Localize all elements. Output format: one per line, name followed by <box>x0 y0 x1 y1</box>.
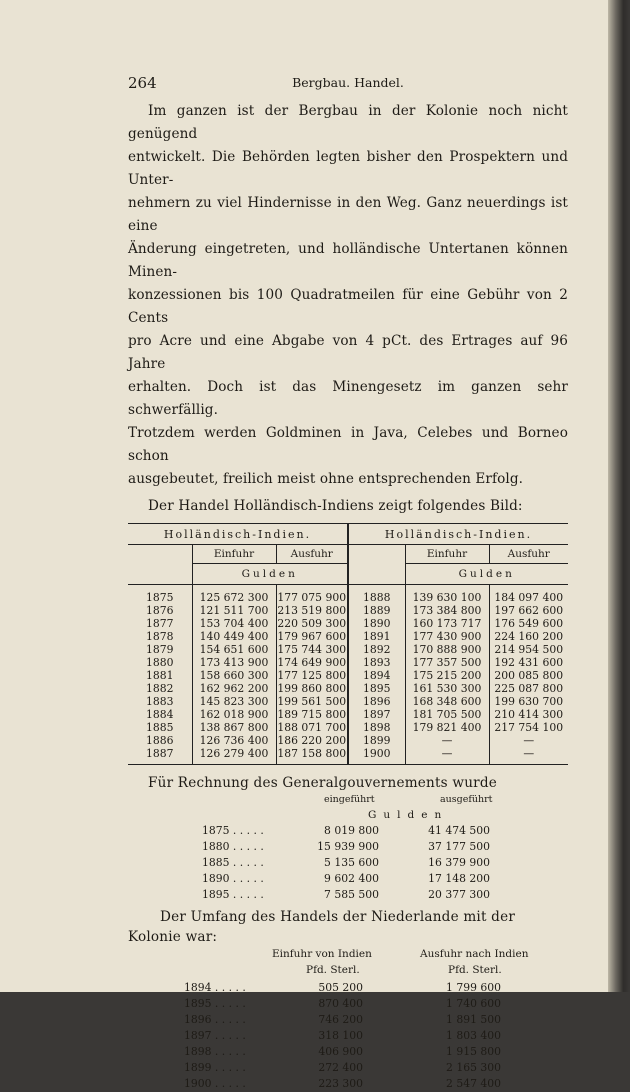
import-value: 505 200 <box>318 981 363 994</box>
paragraph-line: erhalten. Doch ist das Minengesetz im ganzen sehr schwerfällig. <box>128 379 568 418</box>
year-cell: 1895 <box>348 682 405 695</box>
export-cell: 177 075 900 <box>277 591 347 604</box>
table-row <box>128 721 568 734</box>
table-row <box>128 643 568 656</box>
year-cell: 1884 <box>128 708 192 721</box>
paragraph-line: konzessionen bis 100 Quadratmeilen für eine Gebühr von 2 Cents <box>128 287 568 326</box>
import-value: 223 300 <box>318 1077 363 1090</box>
export-cell: — <box>523 734 535 747</box>
year-label: 1900 . . . . . <box>184 1077 246 1090</box>
page-content <box>128 74 568 1092</box>
export-value: 2 165 300 <box>446 1061 501 1074</box>
year-label: 1875 . . . . . <box>202 824 264 837</box>
year-cell: 1883 <box>128 695 192 708</box>
list-item <box>128 823 568 839</box>
import-value: 15 939 900 <box>317 840 379 853</box>
export-cell: 189 715 800 <box>277 708 347 721</box>
year-cell: 1882 <box>128 682 192 695</box>
paragraph-line: nehmern zu viel Hindernisse in den Weg. Ganz neuerdings ist eine <box>128 195 568 234</box>
import-value: 406 900 <box>318 1045 363 1058</box>
year-cell: 1893 <box>348 656 405 669</box>
import-cell: 177 430 900 <box>405 630 489 643</box>
import-cell: 145 823 300 <box>192 695 276 708</box>
import-cell: 160 173 717 <box>405 617 489 630</box>
import-value: 272 400 <box>318 1061 363 1074</box>
unit-label-right: Gulden <box>405 564 568 585</box>
year-cell: 1891 <box>348 630 405 643</box>
year-cell: 1894 <box>348 669 405 682</box>
year-cell: 1889 <box>348 604 405 617</box>
export-cell: 184 097 400 <box>494 591 564 604</box>
import-cell: — <box>405 734 489 747</box>
paragraph-line: ausgebeutet, freilich meist ohne entsprechenden Erfolg. <box>128 471 524 487</box>
import-cell: 175 215 200 <box>405 669 489 682</box>
import-value: 7 585 500 <box>324 888 379 901</box>
export-cell: 187 158 800 <box>277 747 347 760</box>
paragraph-line: pro Acre und eine Abgabe von 4 pCt. des Ertrages auf 96 Jahre <box>128 333 568 372</box>
import-value: 8 019 800 <box>324 824 379 837</box>
paragraph-line: Trotzdem werden Goldminen in Java, Celebes und Borneo schon <box>128 425 568 464</box>
list-item <box>128 1060 568 1076</box>
table-group-title-right: Holländisch-Indien. <box>348 524 568 545</box>
running-head: Bergbau. Handel. <box>292 75 404 90</box>
table-row <box>128 682 568 695</box>
table-group-header-row <box>128 524 568 545</box>
list-item <box>128 1012 568 1028</box>
list-item <box>128 887 568 903</box>
export-cell: 214 954 500 <box>494 643 564 656</box>
export-cell: 174 649 900 <box>277 656 347 669</box>
list-item <box>128 855 568 871</box>
year-cell: 1875 <box>128 591 192 604</box>
year-cell: 1881 <box>128 669 192 682</box>
year-cell: 1876 <box>128 604 192 617</box>
export-value: 1 803 400 <box>446 1029 501 1042</box>
export-value: 17 148 200 <box>428 872 490 885</box>
column-import-right: Einfuhr <box>405 545 489 564</box>
table-row <box>128 669 568 682</box>
import-cell: 177 357 500 <box>405 656 489 669</box>
import-cell: 154 651 600 <box>192 643 276 656</box>
year-label: 1885 . . . . . <box>202 856 264 869</box>
import-cell: 139 630 100 <box>405 591 489 604</box>
import-cell: 162 018 900 <box>192 708 276 721</box>
import-cell: 179 821 400 <box>405 721 489 734</box>
mining-paragraph <box>128 100 568 491</box>
import-cell: — <box>405 747 489 760</box>
gov-unit: Gulden <box>368 809 449 821</box>
table-group-title-left: Holländisch-Indien. <box>128 524 348 545</box>
table-row <box>128 617 568 630</box>
year-cell: 1896 <box>348 695 405 708</box>
table-column-header-row <box>128 545 568 564</box>
export-cell: 225 087 800 <box>494 682 564 695</box>
year-label: 1897 . . . . . <box>184 1029 246 1042</box>
import-cell: 153 704 400 <box>192 617 276 630</box>
export-cell: 213 519 800 <box>277 604 347 617</box>
year-cell: 1898 <box>348 721 405 734</box>
nl-title: Der Umfang des Handels der Niederlande mit der Kolonie war: <box>128 909 516 945</box>
export-cell: 177 125 800 <box>277 669 347 682</box>
import-cell: 126 279 400 <box>192 747 276 760</box>
table-row <box>128 747 568 760</box>
year-label: 1880 . . . . . <box>202 840 264 853</box>
list-item <box>128 1044 568 1060</box>
export-cell: 175 744 300 <box>277 643 347 656</box>
year-label: 1899 . . . . . <box>184 1061 246 1074</box>
import-value: 9 602 400 <box>324 872 379 885</box>
column-import-left: Einfuhr <box>192 545 276 564</box>
list-item <box>128 980 568 996</box>
export-value: 16 379 900 <box>428 856 490 869</box>
table-row <box>128 604 568 617</box>
table-row <box>128 630 568 643</box>
page-header <box>128 74 568 96</box>
trade-intro: Der Handel Holländisch-Indiens zeigt folgendes Bild: <box>148 498 523 514</box>
paragraph-line: entwickelt. Die Behörden legten bisher den Prospektern und Unter- <box>128 149 568 188</box>
gov-import-header: eingeführt <box>324 794 375 805</box>
export-cell: 200 085 800 <box>494 669 564 682</box>
export-cell: — <box>523 747 535 760</box>
year-cell: 1877 <box>128 617 192 630</box>
table-row <box>128 708 568 721</box>
page-number: 264 <box>128 74 157 92</box>
export-value: 20 377 300 <box>428 888 490 901</box>
export-cell: 199 630 700 <box>494 695 564 708</box>
book-gutter <box>608 0 630 992</box>
year-cell: 1899 <box>348 734 405 747</box>
export-cell: 188 071 700 <box>277 721 347 734</box>
export-cell: 192 431 600 <box>494 656 564 669</box>
import-cell: 138 867 800 <box>192 721 276 734</box>
import-cell: 125 672 300 <box>192 591 276 604</box>
column-export-right: Ausfuhr <box>489 545 568 564</box>
table-row <box>128 591 568 604</box>
import-cell: 162 962 200 <box>192 682 276 695</box>
nl-import-unit: Pfd. Sterl. <box>306 964 360 976</box>
import-value: 318 100 <box>318 1029 363 1042</box>
export-cell: 199 860 800 <box>277 682 347 695</box>
nl-export-unit: Pfd. Sterl. <box>448 964 502 976</box>
nl-import-header: Einfuhr von Indien <box>272 948 372 960</box>
list-item <box>128 839 568 855</box>
export-cell: 186 220 200 <box>277 734 347 747</box>
year-cell: 1890 <box>348 617 405 630</box>
export-cell: 199 561 500 <box>277 695 347 708</box>
year-label: 1898 . . . . . <box>184 1045 246 1058</box>
import-cell: 170 888 900 <box>405 643 489 656</box>
import-cell: 121 511 700 <box>192 604 276 617</box>
year-cell: 1885 <box>128 721 192 734</box>
year-cell: 1886 <box>128 734 192 747</box>
column-export-left: Ausfuhr <box>276 545 348 564</box>
export-value: 1 740 600 <box>446 997 501 1010</box>
export-value: 2 547 400 <box>446 1077 501 1090</box>
list-item <box>128 1028 568 1044</box>
import-cell: 168 348 600 <box>405 695 489 708</box>
export-value: 41 474 500 <box>428 824 490 837</box>
table-unit-row <box>128 564 568 585</box>
paragraph-line: Änderung eingetreten, und holländische Untertanen können Minen- <box>128 241 568 280</box>
year-label: 1896 . . . . . <box>184 1013 246 1026</box>
export-value: 37 177 500 <box>428 840 490 853</box>
export-value: 1 799 600 <box>446 981 501 994</box>
import-cell: 173 384 800 <box>405 604 489 617</box>
export-cell: 197 662 600 <box>494 604 564 617</box>
table-row <box>128 656 568 669</box>
import-cell: 173 413 900 <box>192 656 276 669</box>
import-cell: 126 736 400 <box>192 734 276 747</box>
year-cell: 1900 <box>348 747 405 760</box>
year-cell: 1880 <box>128 656 192 669</box>
export-cell: 224 160 200 <box>494 630 564 643</box>
gov-table <box>128 823 568 903</box>
table-row <box>128 734 568 747</box>
import-cell: 140 449 400 <box>192 630 276 643</box>
year-cell: 1892 <box>348 643 405 656</box>
year-label: 1895 . . . . . <box>202 888 264 901</box>
year-label: 1890 . . . . . <box>202 872 264 885</box>
year-cell: 1888 <box>348 591 405 604</box>
import-value: 870 400 <box>318 997 363 1010</box>
export-cell: 179 967 600 <box>277 630 347 643</box>
nl-export-header: Ausfuhr nach Indien <box>420 948 529 960</box>
list-item <box>128 996 568 1012</box>
trade-table-body <box>128 591 568 765</box>
nl-table <box>128 980 568 1092</box>
table-row <box>128 695 568 708</box>
export-value: 1 891 500 <box>446 1013 501 1026</box>
export-cell: 176 549 600 <box>494 617 564 630</box>
year-label: 1895 . . . . . <box>184 997 246 1010</box>
export-cell: 210 414 300 <box>494 708 564 721</box>
list-item <box>128 1076 568 1092</box>
gov-export-header: ausgeführt <box>440 794 493 805</box>
year-label: 1894 . . . . . <box>184 981 246 994</box>
export-cell: 217 754 100 <box>494 721 564 734</box>
list-item <box>128 871 568 887</box>
import-value: 5 135 600 <box>324 856 379 869</box>
paragraph-line: Im ganzen ist der Bergbau in der Kolonie noch nicht genügend <box>128 103 568 142</box>
import-cell: 181 705 500 <box>405 708 489 721</box>
year-cell: 1897 <box>348 708 405 721</box>
unit-label-left: Gulden <box>192 564 348 585</box>
gov-title: Für Rechnung des Generalgouvernements wurde <box>148 775 497 791</box>
export-value: 1 915 800 <box>446 1045 501 1058</box>
import-cell: 158 660 300 <box>192 669 276 682</box>
year-cell: 1878 <box>128 630 192 643</box>
import-value: 746 200 <box>318 1013 363 1026</box>
export-cell: 220 509 300 <box>277 617 347 630</box>
year-cell: 1887 <box>128 747 192 760</box>
year-cell: 1879 <box>128 643 192 656</box>
trade-table <box>128 523 568 765</box>
import-cell: 161 530 300 <box>405 682 489 695</box>
